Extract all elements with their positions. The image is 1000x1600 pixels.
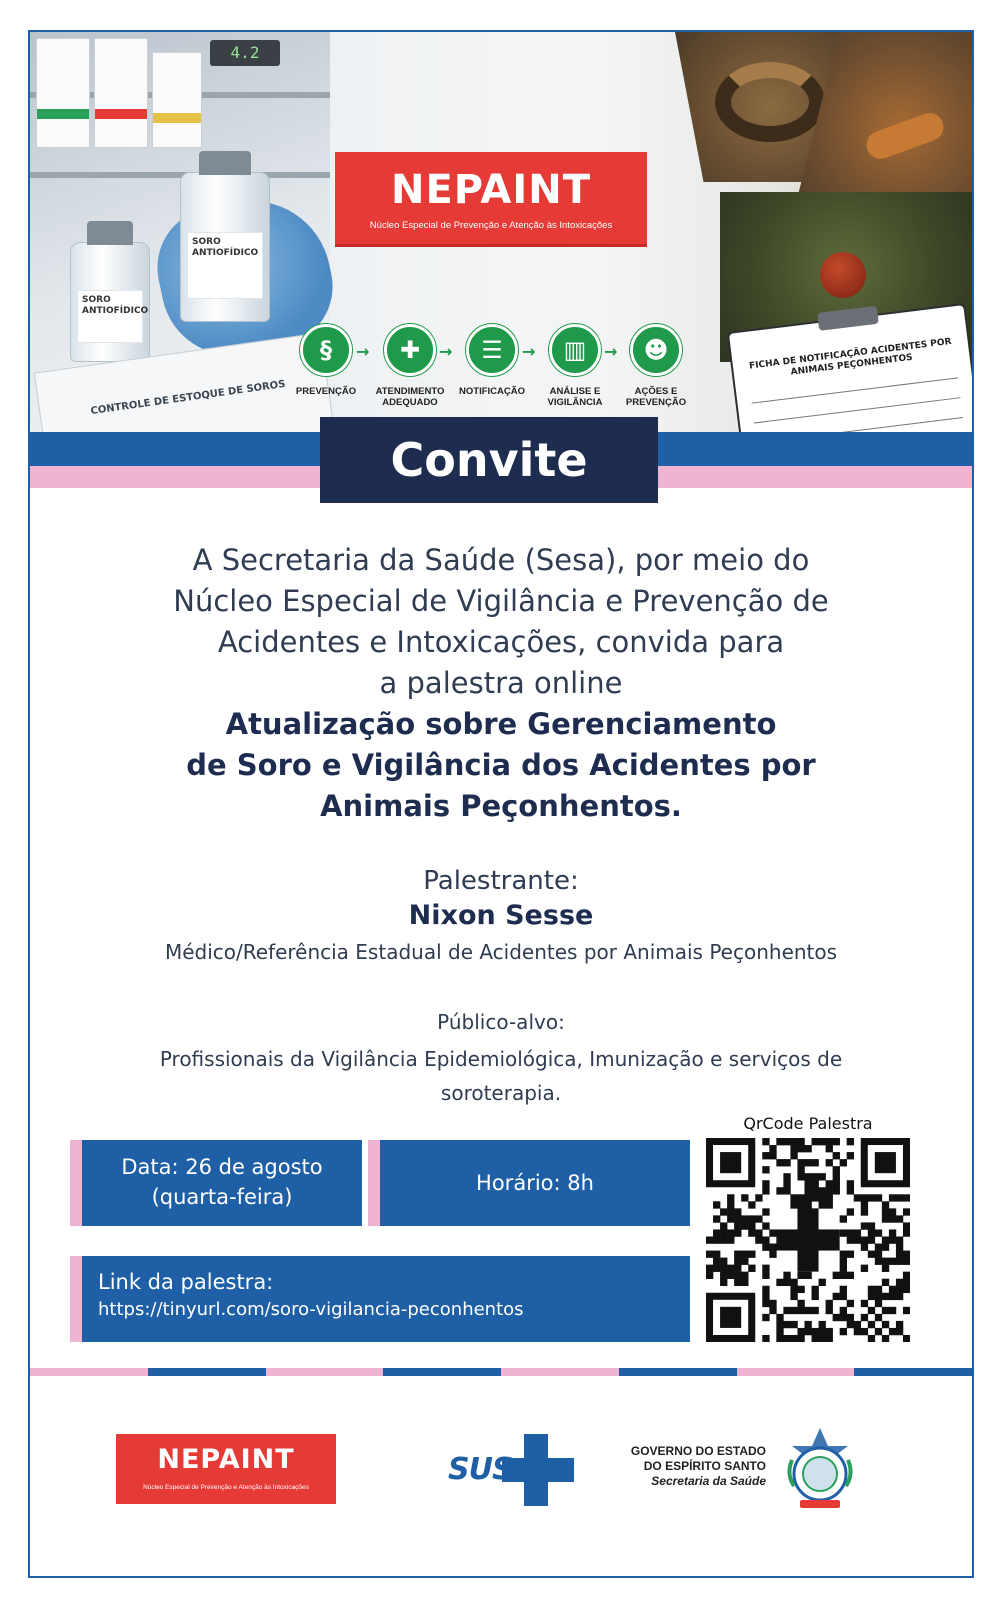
chart-icon: ▥ [549, 324, 601, 376]
sus-logo: SUS [448, 1430, 588, 1510]
arrow-icon: → [439, 342, 453, 361]
convite-title: Convite [320, 417, 658, 503]
stock-clipboard: CONTROLE DE ESTOQUE DE SOROS [34, 332, 336, 442]
serum-box [94, 38, 148, 148]
link-label: Link da palestra: [98, 1270, 274, 1294]
nepaint-title: NEPAINT [390, 167, 592, 213]
animals-photo [645, 32, 972, 442]
footer-nepaint-logo: NEPAINT Núcleo Especial de Prevenção e Atenção às Intoxicações [116, 1434, 336, 1504]
serum-box [152, 52, 202, 148]
audience-text: Profissionais da Vigilância Epidemiológica, Imunização e serviços de soroterapia. [159, 1047, 843, 1105]
clipboard-icon: ☰ [466, 324, 518, 376]
thermometer-display: 4.2 [210, 40, 280, 66]
step-notificacao: ☰ NOTIFICAÇÃO [452, 324, 532, 397]
notification-clipboard: FICHA DE NOTIFICAÇÃO ACIDENTES POR ANIMAIS PEÇONHENTOS [727, 303, 972, 442]
serum-vial: SORO ANTIOFÍDICO [70, 242, 150, 362]
intro-text: A Secretaria da Saúde (Sesa), por meio do Núcleo Especial de Vigilância e Prevenção de Acidentes e Intoxicações, convida para a palestra online [173, 543, 829, 700]
serum-box [36, 38, 90, 148]
first-aid-icon: ✚ [384, 324, 436, 376]
step-atendimento: ✚ ATENDIMENTO ADEQUADO [370, 324, 450, 409]
hero-banner [30, 32, 972, 442]
speaker-name: Nixon Sesse [408, 900, 594, 931]
step-prevencao: § PREVENÇÃO [286, 324, 366, 397]
snake-icon: § [300, 324, 352, 376]
state-seal-icon [778, 1424, 862, 1512]
talk-link[interactable]: https://tinyurl.com/soro-vigilancia-peconhentos [98, 1299, 524, 1320]
serum-vial: SORO ANTIOFÍDICO [180, 172, 270, 322]
arrow-icon: → [356, 342, 370, 361]
nepaint-subtitle: Núcleo Especial de Prevenção e Atenção às Intoxicações [369, 220, 613, 231]
qr-label: QrCode Palestra [743, 1114, 873, 1133]
process-steps [286, 324, 686, 414]
speaker-role: Médico/Referência Estadual de Acidentes por Animais Peçonhentos [164, 940, 838, 964]
time-box: Horário: 8h [368, 1140, 690, 1226]
arrow-icon: → [604, 342, 618, 361]
audience-label: Público-alvo: [437, 1010, 565, 1034]
people-icon: ☻ [630, 324, 682, 376]
speaker-label: Palestrante: [423, 866, 579, 896]
nepaint-logo [335, 152, 647, 247]
invitation-poster [28, 30, 974, 1578]
dashed-separator [30, 1368, 972, 1376]
serum-photo [30, 32, 330, 442]
step-analise: ▥ ANÁLISE E VIGILÂNCIA [535, 324, 615, 409]
date-box: Data: 26 de agosto (quarta-feira) [70, 1140, 362, 1226]
step-acoes: ☻ AÇÕES E PREVENÇÃO [616, 324, 696, 409]
talk-title: Atualização sobre Gerenciamento de Soro e Vigilância dos Acidentes por Animais Peçonhentos. [186, 707, 816, 823]
government-logo-text: GOVERNO DO ESTADO DO ESPÍRITO SANTO Secretaria da Saúde [630, 1444, 766, 1488]
link-box[interactable] [70, 1256, 690, 1342]
qr-code[interactable] [706, 1138, 910, 1342]
arrow-icon: → [522, 342, 536, 361]
